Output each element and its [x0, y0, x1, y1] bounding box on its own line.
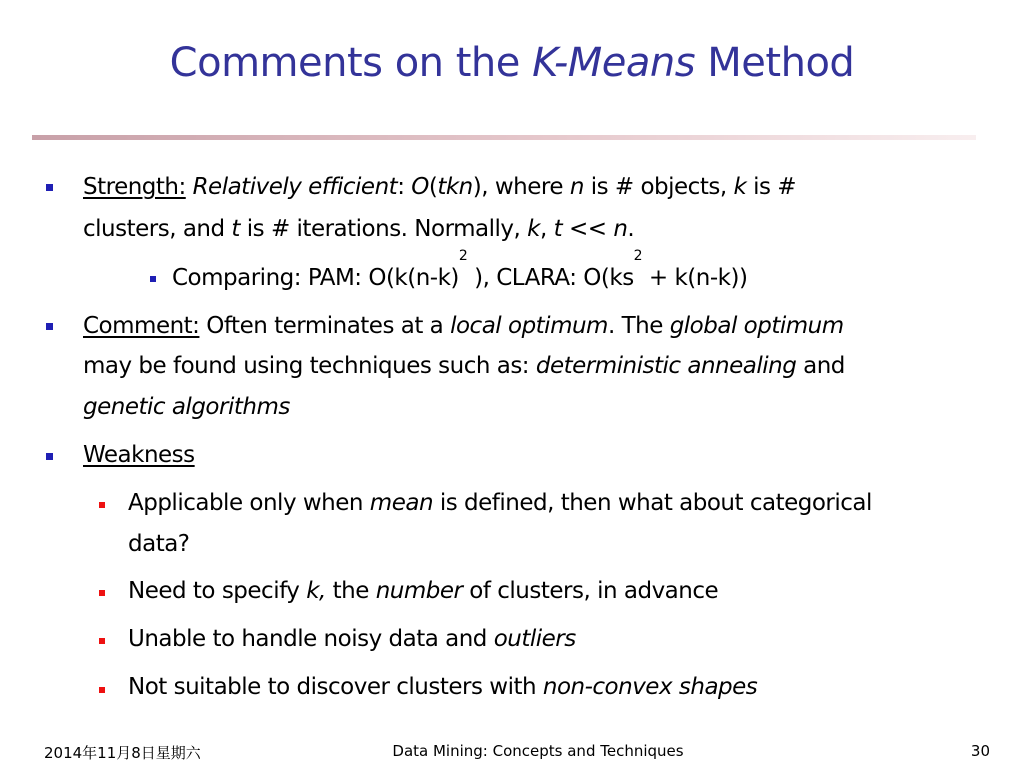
comparing-line: Comparing: PAM: $O(k(n-k)^2$ ), CLARA: $O(ks^2 + k(n-k))$ — [172, 248, 748, 291]
strength-label: Strength: — [83, 174, 186, 200]
bullet-weakness-2 — [99, 590, 105, 596]
weakness-item-1-line-1: Applicable only when mean is defined, then what about categorical — [128, 490, 872, 516]
bullet-weakness-1 — [99, 502, 105, 508]
bullet-strength — [46, 184, 53, 191]
slide-title — [0, 40, 1024, 86]
weakness-item-2: Need to specify k, the number of clusters, in advance — [128, 578, 719, 604]
bullet-weakness — [46, 453, 53, 460]
bullet-weakness-3 — [99, 638, 105, 644]
weakness-item-3: Unable to handle noisy data and outliers — [128, 626, 576, 652]
bullet-comparing — [150, 276, 156, 282]
strength-line-2: clusters, and t is # iterations. Normally, k, t << n. — [83, 216, 635, 242]
title-divider — [32, 135, 976, 140]
weakness-item-1-line-2: data? — [128, 531, 190, 557]
strength-line-1: Strength: Relatively efficient: O(tkn), where n is # objects, k is # — [83, 174, 797, 200]
bullet-comment — [46, 323, 53, 330]
comment-line-2: may be found using techniques such as: deterministic annealing and — [83, 353, 845, 379]
slide-number: 30 — [970, 742, 990, 760]
comment-label: Comment: — [83, 313, 200, 339]
footer-center-text: Data Mining: Concepts and Techniques — [392, 742, 684, 760]
title-text-1: Comments on the — [169, 40, 533, 86]
bullet-weakness-4 — [99, 687, 105, 693]
title-text-2: Method — [695, 40, 855, 86]
footer-date: 2014年11月8日星期六 — [44, 744, 201, 762]
comment-line-3: genetic algorithms — [83, 394, 290, 420]
weakness-item-4: Not suitable to discover clusters with non-convex shapes — [128, 674, 758, 700]
title-italic: K-Means — [532, 40, 696, 86]
weakness-label: Weakness — [83, 442, 195, 468]
comment-line-1: Comment: Often terminates at a local optimum. The global optimum — [83, 313, 844, 339]
